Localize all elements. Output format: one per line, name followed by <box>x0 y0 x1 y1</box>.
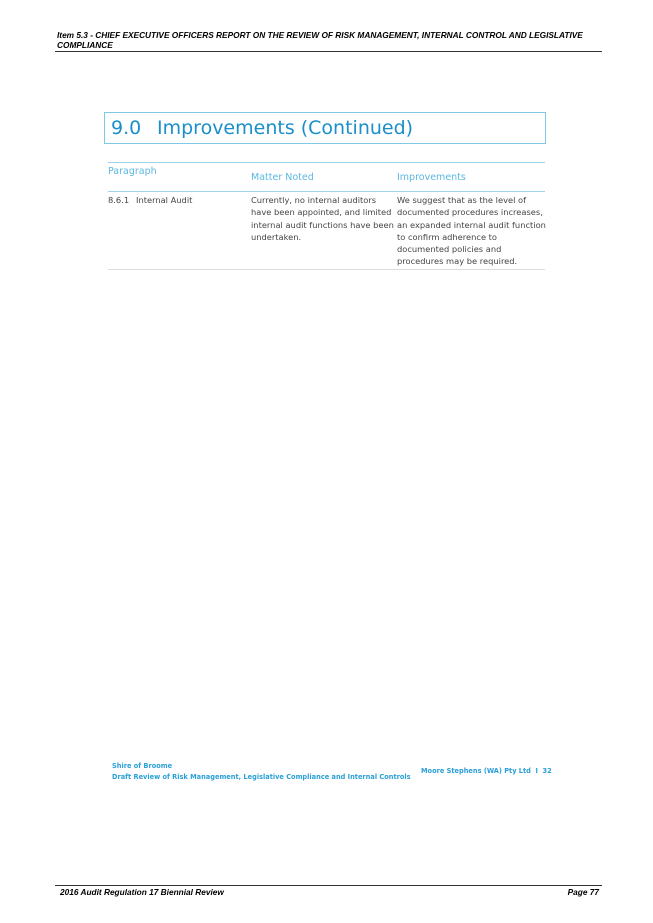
table-top-rule <box>108 162 545 163</box>
paragraph-number: 8.6.1 <box>108 195 130 205</box>
header-rule <box>108 191 545 192</box>
agenda-item-header: Item 5.3 - CHIEF EXECUTIVE OFFICERS REPORT ON THE REVIEW OF RISK MANAGEMENT, INTERNAL CONTROL AND LEGISLATIVE COMPLIANCE <box>57 30 583 50</box>
matter-noted-cell: Currently, no internal auditors have been appointed, and limited internal audit functions have been undertaken. <box>251 195 394 242</box>
column-header-matter: Matter Noted <box>251 172 314 183</box>
footer-doc-title: Draft Review of Risk Management, Legislative Compliance and Internal Controls <box>112 773 411 781</box>
column-header-paragraph: Paragraph <box>108 166 157 177</box>
row-rule <box>108 269 545 270</box>
section-title: Improvements (Continued) <box>157 117 414 139</box>
header-divider <box>55 51 602 52</box>
section-heading <box>104 112 546 144</box>
footer-firm-page: Moore Stephens (WA) Pty Ltd I 32 <box>421 767 552 775</box>
paragraph-title: Internal Audit <box>136 195 193 205</box>
column-header-improvements: Improvements <box>397 172 466 183</box>
improvement-cell: We suggest that as the level of documented procedures increases, an expanded internal audit function to confirm adherence to documented policies and procedures may be required. <box>397 195 546 267</box>
footer-org: Shire of Broome <box>112 762 173 770</box>
footer-divider <box>55 885 602 886</box>
page-number: Page 77 <box>567 887 599 897</box>
section-number: 9.0 <box>111 117 142 139</box>
page-footer-title: 2016 Audit Regulation 17 Biennial Review <box>60 887 224 897</box>
